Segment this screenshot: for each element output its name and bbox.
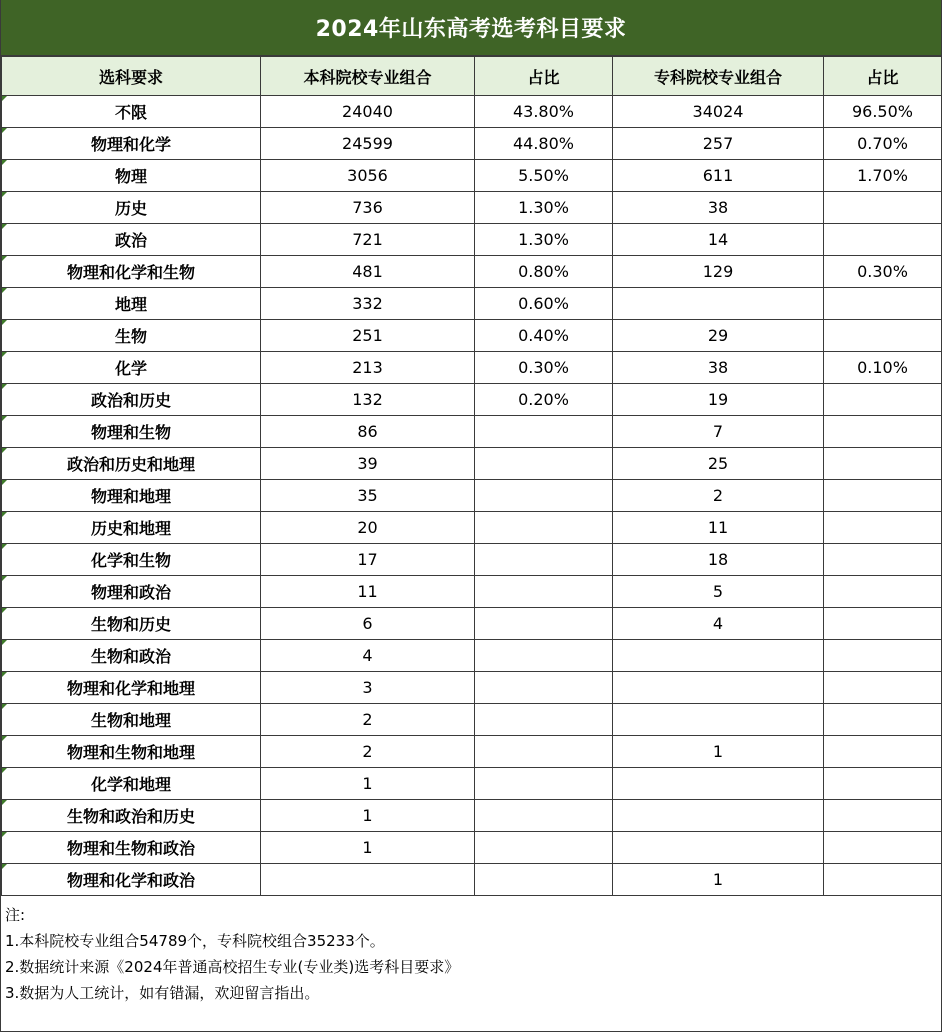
cell-junior-ratio bbox=[824, 768, 942, 800]
cell-undergrad-ratio bbox=[475, 448, 613, 480]
cell-junior-count bbox=[613, 832, 824, 864]
cell-junior-ratio: 1.70% bbox=[824, 160, 942, 192]
cell-undergrad-count: 3 bbox=[261, 672, 475, 704]
cell-undergrad-count: 1 bbox=[261, 800, 475, 832]
table-row bbox=[2, 320, 942, 352]
cell-undergrad-ratio bbox=[475, 864, 613, 896]
table-row bbox=[2, 384, 942, 416]
table-row bbox=[2, 576, 942, 608]
header-undergrad-ratio: 占比 bbox=[475, 57, 613, 96]
table-row bbox=[2, 192, 942, 224]
table-row bbox=[2, 704, 942, 736]
cell-junior-count: 2 bbox=[613, 480, 824, 512]
cell-junior-ratio bbox=[824, 192, 942, 224]
cell-undergrad-count: 17 bbox=[261, 544, 475, 576]
cell-subject: 不限 bbox=[2, 96, 261, 128]
cell-undergrad-count: 24040 bbox=[261, 96, 475, 128]
cell-subject: 地理 bbox=[2, 288, 261, 320]
cell-subject: 物理和政治 bbox=[2, 576, 261, 608]
cell-junior-ratio bbox=[824, 800, 942, 832]
cell-subject: 化学 bbox=[2, 352, 261, 384]
cell-undergrad-count: 3056 bbox=[261, 160, 475, 192]
cell-undergrad-ratio bbox=[475, 768, 613, 800]
cell-undergrad-ratio bbox=[475, 576, 613, 608]
cell-junior-count: 29 bbox=[613, 320, 824, 352]
cell-junior-count: 19 bbox=[613, 384, 824, 416]
table-row bbox=[2, 544, 942, 576]
cell-undergrad-count bbox=[261, 864, 475, 896]
cell-undergrad-ratio bbox=[475, 512, 613, 544]
cell-junior-ratio: 0.70% bbox=[824, 128, 942, 160]
cell-subject: 生物和政治 bbox=[2, 640, 261, 672]
cell-undergrad-count: 1 bbox=[261, 768, 475, 800]
cell-undergrad-ratio: 1.30% bbox=[475, 224, 613, 256]
cell-undergrad-ratio: 0.20% bbox=[475, 384, 613, 416]
cell-undergrad-count: 4 bbox=[261, 640, 475, 672]
cell-subject: 物理和生物和地理 bbox=[2, 736, 261, 768]
cell-junior-count bbox=[613, 288, 824, 320]
header-undergrad-groups: 本科院校专业组合 bbox=[261, 57, 475, 96]
table-row bbox=[2, 800, 942, 832]
table-row bbox=[2, 672, 942, 704]
cell-junior-ratio bbox=[824, 512, 942, 544]
cell-subject: 生物和历史 bbox=[2, 608, 261, 640]
cell-junior-count bbox=[613, 640, 824, 672]
cell-undergrad-ratio bbox=[475, 800, 613, 832]
cell-undergrad-ratio bbox=[475, 832, 613, 864]
cell-junior-ratio bbox=[824, 576, 942, 608]
cell-junior-count: 1 bbox=[613, 864, 824, 896]
cell-junior-count: 5 bbox=[613, 576, 824, 608]
cell-junior-count: 257 bbox=[613, 128, 824, 160]
cell-subject: 化学和地理 bbox=[2, 768, 261, 800]
cell-junior-count bbox=[613, 768, 824, 800]
table-row bbox=[2, 864, 942, 896]
cell-subject: 物理和化学 bbox=[2, 128, 261, 160]
table-row bbox=[2, 288, 942, 320]
cell-undergrad-count: 251 bbox=[261, 320, 475, 352]
table-row bbox=[2, 832, 942, 864]
table-row bbox=[2, 608, 942, 640]
cell-undergrad-count: 2 bbox=[261, 736, 475, 768]
cell-junior-count: 18 bbox=[613, 544, 824, 576]
cell-undergrad-ratio bbox=[475, 480, 613, 512]
cell-junior-ratio bbox=[824, 704, 942, 736]
cell-undergrad-ratio: 43.80% bbox=[475, 96, 613, 128]
cell-junior-ratio bbox=[824, 288, 942, 320]
cell-undergrad-ratio: 0.40% bbox=[475, 320, 613, 352]
cell-subject: 物理和生物和政治 bbox=[2, 832, 261, 864]
cell-subject: 政治 bbox=[2, 224, 261, 256]
cell-junior-ratio bbox=[824, 864, 942, 896]
cell-undergrad-count: 20 bbox=[261, 512, 475, 544]
cell-subject: 政治和历史和地理 bbox=[2, 448, 261, 480]
table-row bbox=[2, 448, 942, 480]
cell-undergrad-ratio: 44.80% bbox=[475, 128, 613, 160]
cell-subject: 政治和历史 bbox=[2, 384, 261, 416]
header-junior-college-ratio: 占比 bbox=[824, 57, 942, 96]
cell-undergrad-count: 721 bbox=[261, 224, 475, 256]
table-row bbox=[2, 736, 942, 768]
table-row bbox=[2, 160, 942, 192]
table-row bbox=[2, 96, 942, 128]
cell-junior-ratio bbox=[824, 736, 942, 768]
cell-subject: 物理和化学和政治 bbox=[2, 864, 261, 896]
cell-undergrad-count: 213 bbox=[261, 352, 475, 384]
table-row bbox=[2, 416, 942, 448]
cell-undergrad-count: 332 bbox=[261, 288, 475, 320]
cell-undergrad-count: 736 bbox=[261, 192, 475, 224]
cell-junior-count: 34024 bbox=[613, 96, 824, 128]
cell-undergrad-ratio bbox=[475, 672, 613, 704]
cell-undergrad-ratio bbox=[475, 544, 613, 576]
table-row bbox=[2, 256, 942, 288]
header-subject-requirement: 选科要求 bbox=[2, 57, 261, 96]
cell-junior-ratio bbox=[824, 384, 942, 416]
cell-undergrad-count: 35 bbox=[261, 480, 475, 512]
cell-junior-count: 38 bbox=[613, 192, 824, 224]
cell-undergrad-ratio bbox=[475, 640, 613, 672]
cell-junior-count bbox=[613, 672, 824, 704]
cell-subject: 历史和地理 bbox=[2, 512, 261, 544]
cell-junior-count: 129 bbox=[613, 256, 824, 288]
cell-subject: 物理和化学和地理 bbox=[2, 672, 261, 704]
cell-junior-ratio bbox=[824, 320, 942, 352]
cell-junior-count: 38 bbox=[613, 352, 824, 384]
cell-undergrad-ratio: 0.30% bbox=[475, 352, 613, 384]
cell-junior-count: 1 bbox=[613, 736, 824, 768]
table-row bbox=[2, 768, 942, 800]
note-line: 3.数据为人工统计，如有错漏，欢迎留言指出。 bbox=[5, 984, 320, 1002]
cell-undergrad-ratio bbox=[475, 608, 613, 640]
cell-junior-ratio bbox=[824, 640, 942, 672]
cell-junior-ratio: 0.30% bbox=[824, 256, 942, 288]
cell-junior-count: 14 bbox=[613, 224, 824, 256]
cell-subject: 历史 bbox=[2, 192, 261, 224]
note-line: 1.本科院校专业组合54789个，专科院校组合35233个。 bbox=[5, 932, 385, 950]
note-line: 2.数据统计来源《2024年普通高校招生专业(专业类)选考科目要求》 bbox=[5, 958, 460, 976]
table-title: 2024年山东高考选考科目要求 bbox=[1, 0, 941, 56]
table-row bbox=[2, 512, 942, 544]
cell-junior-ratio bbox=[824, 224, 942, 256]
table-row bbox=[2, 352, 942, 384]
cell-junior-ratio: 96.50% bbox=[824, 96, 942, 128]
cell-undergrad-count: 11 bbox=[261, 576, 475, 608]
cell-junior-ratio bbox=[824, 832, 942, 864]
table-row bbox=[2, 640, 942, 672]
cell-undergrad-count: 1 bbox=[261, 832, 475, 864]
table-row bbox=[2, 480, 942, 512]
cell-undergrad-ratio: 5.50% bbox=[475, 160, 613, 192]
header-junior-college-groups: 专科院校专业组合 bbox=[613, 57, 824, 96]
cell-junior-count: 7 bbox=[613, 416, 824, 448]
notes bbox=[1, 896, 941, 1006]
cell-junior-count: 4 bbox=[613, 608, 824, 640]
cell-junior-count: 11 bbox=[613, 512, 824, 544]
cell-subject: 生物 bbox=[2, 320, 261, 352]
cell-junior-count: 25 bbox=[613, 448, 824, 480]
cell-undergrad-ratio: 0.80% bbox=[475, 256, 613, 288]
cell-junior-ratio bbox=[824, 608, 942, 640]
cell-subject: 物理和生物 bbox=[2, 416, 261, 448]
cell-junior-count bbox=[613, 800, 824, 832]
note-line: 注: bbox=[5, 906, 26, 924]
cell-junior-count bbox=[613, 704, 824, 736]
cell-junior-ratio bbox=[824, 480, 942, 512]
cell-undergrad-count: 86 bbox=[261, 416, 475, 448]
cell-undergrad-count: 39 bbox=[261, 448, 475, 480]
cell-junior-count: 611 bbox=[613, 160, 824, 192]
cell-junior-ratio bbox=[824, 416, 942, 448]
table-row bbox=[2, 128, 942, 160]
cell-subject: 生物和政治和历史 bbox=[2, 800, 261, 832]
cell-undergrad-count: 6 bbox=[261, 608, 475, 640]
cell-undergrad-ratio: 0.60% bbox=[475, 288, 613, 320]
cell-junior-ratio bbox=[824, 672, 942, 704]
cell-undergrad-ratio bbox=[475, 704, 613, 736]
cell-subject: 物理 bbox=[2, 160, 261, 192]
cell-subject: 生物和地理 bbox=[2, 704, 261, 736]
cell-undergrad-count: 24599 bbox=[261, 128, 475, 160]
table-row bbox=[2, 224, 942, 256]
cell-undergrad-count: 481 bbox=[261, 256, 475, 288]
cell-junior-ratio bbox=[824, 448, 942, 480]
header-row bbox=[2, 57, 942, 96]
subject-requirements-table bbox=[1, 56, 942, 896]
cell-subject: 化学和生物 bbox=[2, 544, 261, 576]
cell-junior-ratio: 0.10% bbox=[824, 352, 942, 384]
cell-undergrad-ratio bbox=[475, 736, 613, 768]
cell-undergrad-count: 132 bbox=[261, 384, 475, 416]
cell-subject: 物理和化学和生物 bbox=[2, 256, 261, 288]
cell-junior-ratio bbox=[824, 544, 942, 576]
cell-subject: 物理和地理 bbox=[2, 480, 261, 512]
cell-undergrad-count: 2 bbox=[261, 704, 475, 736]
cell-undergrad-ratio bbox=[475, 416, 613, 448]
cell-undergrad-ratio: 1.30% bbox=[475, 192, 613, 224]
